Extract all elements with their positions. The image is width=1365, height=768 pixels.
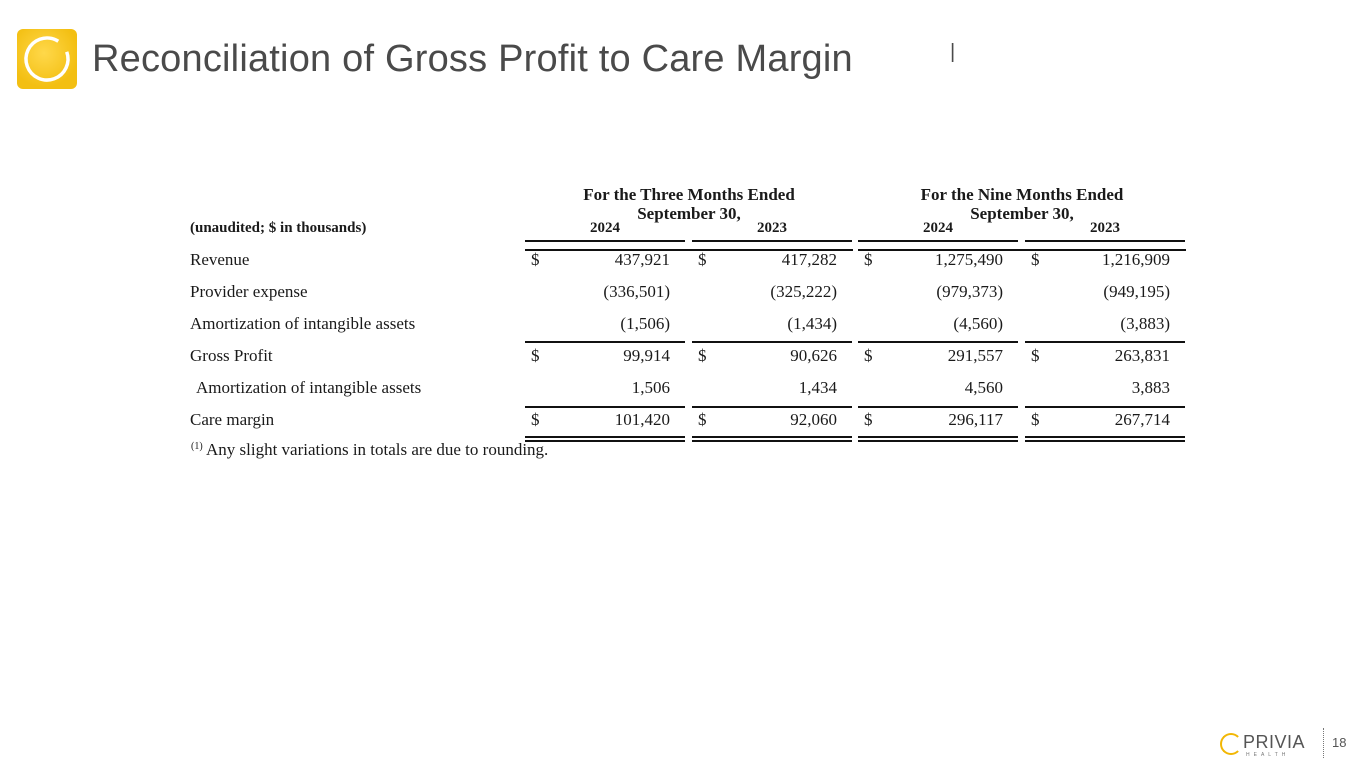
dollar-sign: $ [864,410,873,429]
table-row [190,278,1186,308]
footnote [191,440,548,460]
cell-value: 1,275,490 [935,250,1003,269]
brand-ring-icon [1220,733,1242,755]
value-cell [692,250,852,276]
cell-value: (1,506) [620,314,670,333]
value-cell [525,250,685,276]
cell-value: 437,921 [614,250,670,269]
footnote-text: Any slight variations in totals are due to rounding. [205,440,549,459]
value-cell [1025,314,1185,340]
row-label: Gross Profit [190,346,273,365]
cell-value: (979,373) [936,282,1003,301]
cell-value: 1,216,909 [1102,250,1170,269]
row-label: Provider expense [190,282,308,301]
cell-value: 1,506 [631,378,670,397]
value-cell [525,282,685,308]
cell-value: (3,883) [1120,314,1170,333]
dollar-sign: $ [698,346,707,365]
cell-value: (325,222) [770,282,837,301]
cell-value: 263,831 [1114,346,1170,365]
cell-value: 3,883 [1131,378,1170,397]
cell-value: (949,195) [1103,282,1170,301]
cell-value: (1,434) [787,314,837,333]
brand-name: PRIVIA [1243,732,1306,752]
value-cell [858,410,1018,436]
row-label: Amortization of intangible assets [190,314,416,333]
value-cell [692,346,852,372]
cell-value: 1,434 [798,378,837,397]
value-cell [1025,378,1185,404]
value-cell [525,314,685,340]
year-header: 2023 [757,220,787,236]
dollar-sign: $ [531,346,540,365]
dollar-sign: $ [698,410,707,429]
row-label: Revenue [190,250,250,269]
year-header-row [190,214,1186,244]
value-cell [1025,250,1185,276]
period-header-three-months: For the Three Months Ended September 30, [525,166,853,242]
cell-value: 92,060 [790,410,837,429]
table-row [190,246,1186,276]
title-separator: | [950,41,956,63]
table-row [190,342,1186,372]
value-cell [1025,346,1185,372]
dollar-sign: $ [1031,346,1040,365]
year-header: 2024 [923,220,953,236]
dollar-sign: $ [1031,250,1040,269]
value-cell [525,410,685,436]
value-cell [525,346,685,372]
table-row [190,406,1186,436]
value-cell [1025,410,1185,436]
value-cell [692,314,852,340]
unit-label: (unaudited; $ in thousands) [190,220,367,236]
cell-value: 101,420 [614,410,670,429]
cell-value: (336,501) [603,282,670,301]
value-cell [858,250,1018,276]
period-header-nine-months: For the Nine Months Ended September 30, [858,166,1186,242]
privia-logo-badge [17,29,77,89]
cell-value: 267,714 [1114,410,1170,429]
dollar-sign: $ [531,410,540,429]
value-cell [858,282,1018,308]
page-number: 18 [1332,735,1347,750]
cell-value: 291,557 [947,346,1003,365]
table-row [190,310,1186,340]
value-cell [692,282,852,308]
cell-value: (4,560) [953,314,1003,333]
dollar-sign: $ [1031,410,1040,429]
footnote-marker: (1) [191,441,203,452]
row-label: Amortization of intangible assets [196,378,422,397]
page-title: Reconciliation of Gross Profit to Care Margin [92,38,853,80]
value-cell [1025,282,1185,308]
dollar-sign: $ [698,250,707,269]
year-header: 2023 [1090,220,1120,236]
value-cell [858,346,1018,372]
value-cell [692,410,852,436]
cell-value: 417,282 [781,250,837,269]
dollar-sign: $ [864,250,873,269]
value-cell [858,314,1018,340]
cell-value: 296,117 [948,410,1003,429]
value-cell [525,378,685,404]
value-cell [858,378,1018,404]
year-header: 2024 [590,220,620,236]
footer-divider [1323,728,1324,758]
value-cell [692,378,852,404]
sun-ring-icon [17,29,77,89]
table-row [190,374,1186,404]
dollar-sign: $ [531,250,540,269]
cell-value: 4,560 [964,378,1003,397]
row-label: Care margin [190,410,275,429]
cell-value: 90,626 [790,346,837,365]
cell-value: 99,914 [623,346,670,365]
dollar-sign: $ [864,346,873,365]
privia-health-logo [1220,730,1315,760]
brand-subtitle: HEALTH [1246,752,1290,758]
